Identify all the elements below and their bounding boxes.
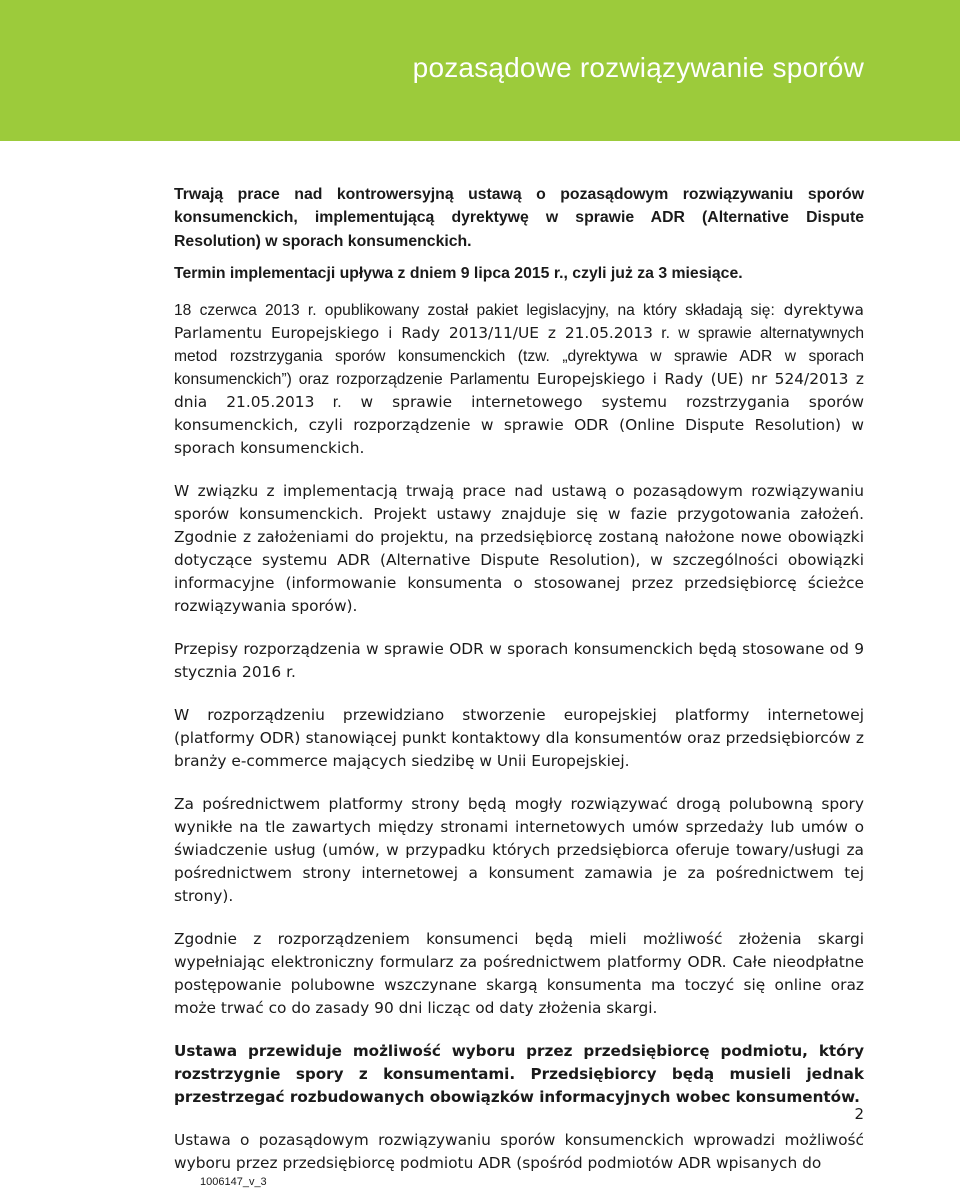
page-title: pozasądowe rozwiązywanie sporów (412, 52, 864, 83)
p1-part-e: r. (314, 394, 342, 412)
platform-disputes-paragraph: Za pośrednictwem platformy strony będą mogły rozwiązywać drogą polubowną spory wynikłe na tle zawartych między stronami internetowych umów sprzedaży lub umów o świadczenie usług (umów, w przypadku których przedsiębiorca oferuje towary/usługi za pośrednictwem strony internetowej a konsument zamawia je za pośrednictwem tej strony). (174, 795, 864, 906)
document-body (174, 183, 864, 1195)
p1-part-a: 18 czerwca 2013 r. opublikowany został pakiet legislacyjny, na który składają się: (174, 302, 775, 320)
intro-bold-paragraph (174, 183, 864, 285)
intro-bold-line-1: Trwają prace nad kontrowersyjną ustawą o pozasądowym rozwiązywaniu sporów konsumenckich, implementującą dyrektywę w sprawie ADR (Alternative Dispute Resolution) w sporach konsumenckich. (174, 186, 864, 250)
page-number: 2 (854, 1105, 864, 1123)
p1-part-c: r. w sprawie alternatywnych metod rozstrzygania sporów konsumenckich (tzw. „dyrektywa w sprawie ADR w sporach konsumenckich”) oraz rozporządzenie Parlamentu (174, 325, 864, 389)
key-obligations-paragraph: Ustawa przewiduje możliwość wyboru przez przedsiębiorcę podmiotu, który rozstrzygnie spory z konsumentami. Przedsiębiorcy będą musieli jednak przestrzegać rozbudowanych obowiązków informacyjnych wobec konsumentów. (174, 1042, 864, 1107)
adr-choice-paragraph: Ustawa o pozasądowym rozwiązywaniu sporów konsumenckich wprowadzi możliwość wyboru przez przedsiębiorcę podmiotu ADR (spośród podmiotów ADR wpisanych do (174, 1131, 864, 1173)
p1-part-b: dyrektywa Parlamentu Europejskiego i Rady 2013/11/UE z 21.05.2013 (174, 301, 864, 343)
legislative-package-paragraph (174, 299, 864, 460)
implementation-paragraph: W związku z implementacją trwają prace nad ustawą o pozasądowym rozwiązywaniu sporów konsumenckich. Projekt ustawy znajduje się w fazie przygotowania założeń. Zgodnie z założeniami do projektu, na przedsiębiorcę zostaną nałożone nowe obowiązki dotyczące systemu ADR (Alternative Dispute Resolution), w szczególności obowiązki informacyjne (informowanie konsumenta o stosowanej przez przedsiębiorcę ścieżce rozwiązywania sporów). (174, 482, 864, 616)
intro-bold-line-2: Termin implementacji upływa z dniem 9 lipca 2015 r., czyli już za 3 miesiące. (174, 264, 743, 282)
header-band (0, 0, 960, 141)
odr-application-paragraph: Przepisy rozporządzenia w sprawie ODR w sporach konsumenckich będą stosowane od 9 stycznia 2016 r. (174, 640, 864, 682)
complaint-paragraph: Zgodnie z rozporządzeniem konsumenci będą mieli możliwość złożenia skargi wypełniając elektroniczny formularz za pośrednictwem platformy ODR. Całe nieodpłatne postępowanie polubowne wszczynane skargą konsumenta ma toczyć się online oraz może trwać co do zasady 90 dni licząc od daty złożenia skargi. (174, 930, 864, 1018)
p1-part-d: Europejskiego i Rady (UE) nr 524/2013 z dnia 21.05.2013 (174, 370, 864, 412)
p1-part-f: w sprawie internetowego systemu rozstrzygania sporów konsumenckich, czyli rozporządzenie w sprawie ODR (Online Dispute Resolution) w sporach konsumenckich. (174, 393, 864, 458)
odr-platform-paragraph: W rozporządzeniu przewidziano stworzenie europejskiej platformy internetowej (platformy ODR) stanowiącej punkt kontaktowy dla konsumentów oraz przedsiębiorców z branży e-commerce mających siedzibę w Unii Europejskiej. (174, 706, 864, 771)
document-reference: 1006147_v_3 (200, 1176, 267, 1188)
